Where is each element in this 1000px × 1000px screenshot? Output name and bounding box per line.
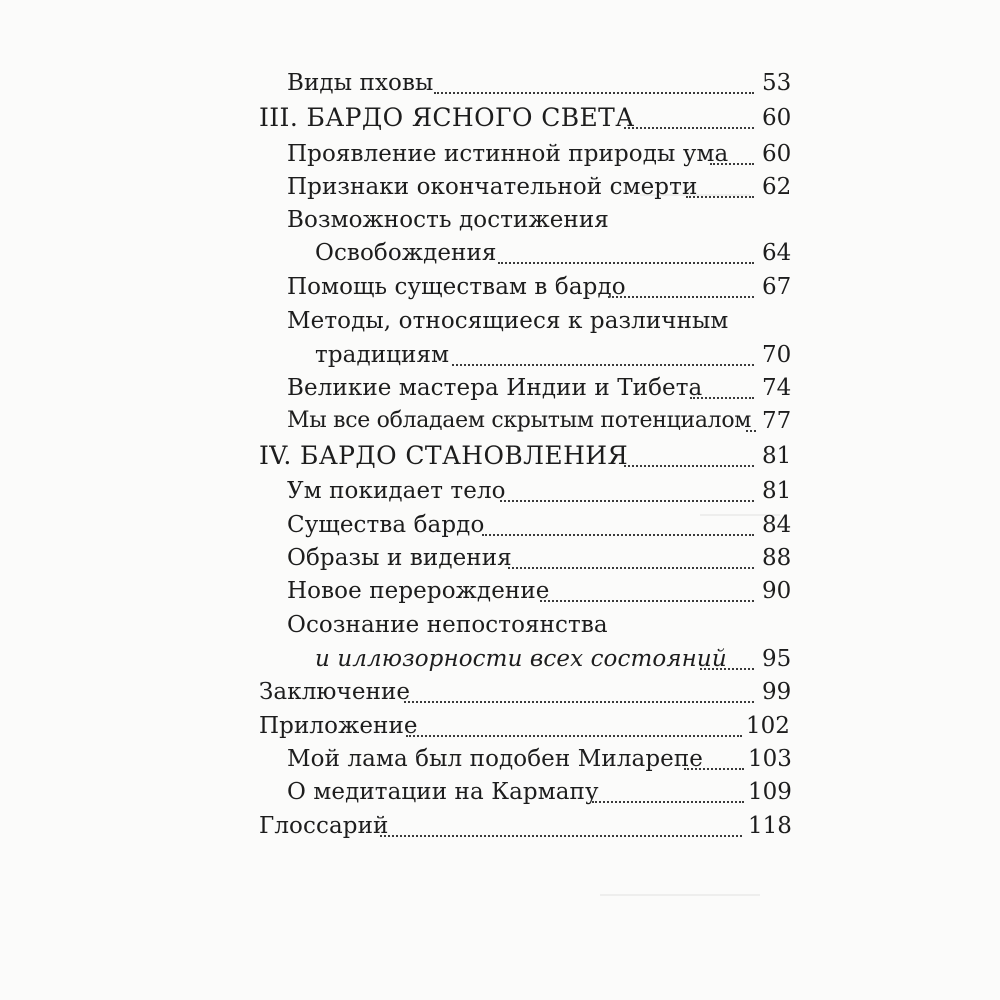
toc-entry-page: 64 [762,240,792,266]
toc-entry-page: 74 [762,375,792,401]
toc-entry-title: Помощь существам в бардо [287,274,626,300]
dot-leader [710,161,754,165]
dot-leader [508,565,754,569]
dot-leader [540,598,754,602]
dot-leader [608,294,754,298]
toc-entry-title: III. БАРДО ЯСНОГО СВЕТА [259,103,635,132]
toc-entry-page: 77 [762,408,792,434]
toc-entry-title: Виды пховы [287,70,434,96]
toc-entry-page: 70 [762,342,792,368]
dot-leader [592,799,744,803]
toc-entry-page: 60 [762,141,792,167]
dot-leader [690,395,754,399]
toc-entry-page: 102 [746,713,790,739]
toc-entry-page: 67 [762,274,792,300]
toc-entry-title: традициям [315,342,450,368]
toc-entry-page: 60 [762,105,792,131]
dot-leader [700,666,754,670]
dot-leader [380,833,742,837]
dot-leader [404,699,754,703]
dot-leader [498,260,754,264]
toc-entry-title: Образы и видения [287,545,512,571]
dot-leader [500,498,754,502]
toc-entry-title: Возможность достижения [287,207,609,233]
toc-entry-page: 53 [762,70,792,96]
toc-entry-title: Проявление истинной природы ума [287,141,729,167]
toc-entry-page: 103 [748,746,792,772]
dot-leader [686,194,754,198]
dot-leader [624,125,754,129]
toc-entry-page: 62 [762,174,792,200]
toc-entry-page: 118 [748,813,792,839]
toc-entry-title: Приложение [259,713,418,739]
toc-entry-title: Признаки окончательной смерти [287,174,698,200]
toc-entry-title: Мой лама был подобен Миларепе [287,746,704,772]
toc-entry-title: Заключение [259,679,411,705]
toc-entry-page: 95 [762,646,792,672]
toc-entry-title: Ум покидает тело [287,478,506,504]
toc-entry-title: О медитации на Кармапу [287,779,599,805]
toc-entry-page: 109 [748,779,792,805]
toc-entry-page: 90 [762,578,792,604]
dot-leader [624,463,754,467]
toc-entry-page: 99 [762,679,792,705]
toc-entry-page: 81 [762,443,792,469]
toc-entry-page: 88 [762,545,792,571]
toc-entry-page: 81 [762,478,792,504]
dot-leader [482,532,754,536]
toc-entry-page: 84 [762,512,792,538]
toc-entry-title: Методы, относящиеся к различным [287,308,729,334]
toc-entry-title: IV. БАРДО СТАНОВЛЕНИЯ [259,441,629,470]
dot-leader [434,90,754,94]
dot-leader [406,733,742,737]
toc-entry-title: Освобождения [315,240,497,266]
toc-entry-title: Существа бардо [287,512,485,538]
dot-leader [452,362,754,366]
toc-entry-title: Великие мастера Индии и Тибета [287,375,703,401]
toc-entry-title: Глоссарий [259,813,389,839]
dot-leader [746,428,756,432]
toc-entry-title: Новое перерождение [287,578,550,604]
toc-entry-title: Мы все обладаем скрытым потенциалом [287,408,752,433]
dot-leader [684,766,744,770]
toc-entry-title: Осознание непостоянства [287,612,608,638]
toc-entry-title: и иллюзорности всех состояний [315,646,727,672]
